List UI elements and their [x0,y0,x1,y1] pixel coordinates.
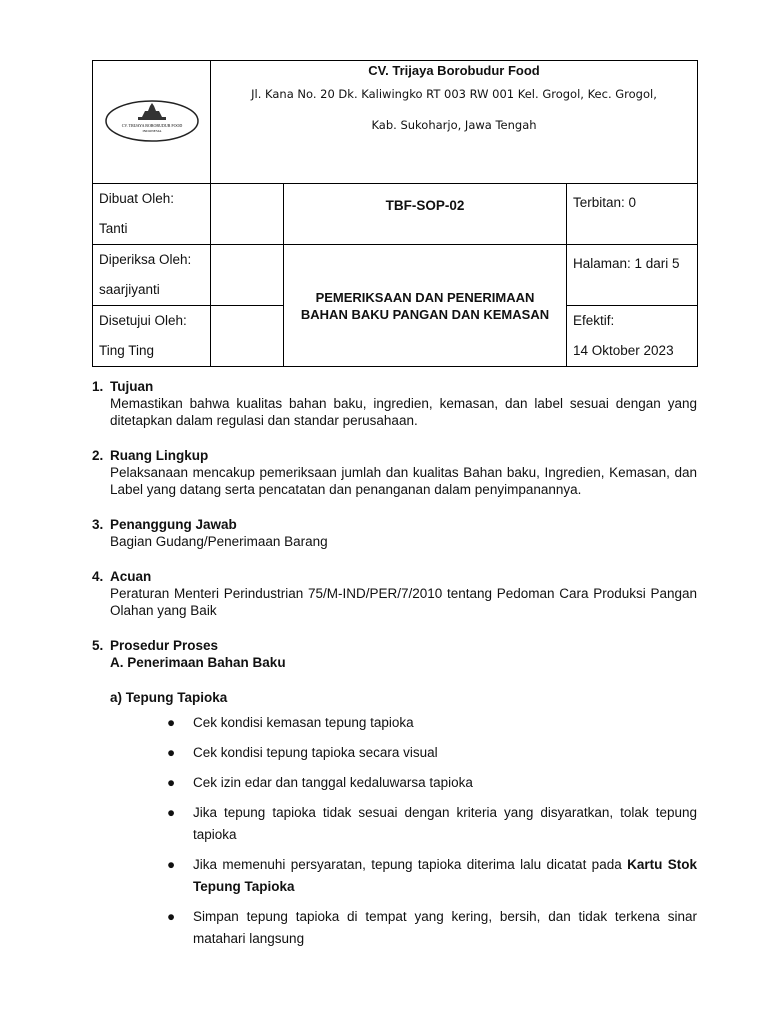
section-text: Memastikan bahwa kualitas bahan baku, ingredien, kemasan, dan label sesuai dengan yang ditetapkan dalam regulasi dan standar perusahaan. [110,396,697,428]
approved-by-name: Ting Ting [99,343,155,358]
list-item-text: Cek kondisi tepung tapioka secara visual [193,745,438,760]
section-tujuan [92,378,697,429]
section-text: Peraturan Menteri Perindustrian 75/M-IND/PER/7/2010 tentang Pedoman Cara Produksi Pangan Olahan yang Baik [110,586,697,618]
list-item-text: Jika tepung tapioka tidak sesuai dengan kriteria yang disyaratkan, tolak tepung tapioka [193,805,697,842]
made-by-name: Tanti [99,221,128,236]
list-item [167,742,697,764]
list-item [167,772,697,794]
bullet-icon: ● [167,909,176,924]
bullet-icon: ● [167,805,176,820]
company-address-line1: Jl. Kana No. 20 Dk. Kaliwingko RT 003 RW 001 Kel. Grogol, Kec. Grogol, [251,87,657,101]
section-text: Bagian Gudang/Penerimaan Barang [110,534,328,549]
section-title: Prosedur Proses [110,638,219,653]
list-item [167,712,697,734]
page-number: Halaman: 1 dari 5 [567,245,698,306]
bullet-icon: ● [167,715,176,730]
section-title: Tujuan [110,379,154,394]
doc-title: PEMERIKSAAN DAN PENERIMAAN BAHAN BAKU PANGAN DAN KEMASAN [284,245,567,367]
made-by-cell [93,184,211,245]
section-number: 2. [92,448,104,463]
doc-code: TBF-SOP-02 [284,184,567,245]
effective-label: Efektif: [573,313,615,328]
section-title: Acuan [110,569,152,584]
list-item-text: Cek izin edar dan tanggal kedaluwarsa tapioka [193,775,473,790]
section-number: 1. [92,379,104,394]
list-item-text: Simpan tepung tapioka di tempat yang kering, bersih, dan tidak terkena sinar matahari langsung [193,909,697,946]
section-text: Pelaksanaan mencakup pemeriksaan jumlah dan kualitas Bahan baku, Ingredien, Kemasan, dan Label yang datang serta pencatatan dan penanganan dalam penyimpanannya. [110,465,697,497]
approved-by-label: Disetujui Oleh: [99,313,187,328]
logo-text-line2: INDONESIA [141,128,162,133]
section-acuan [92,568,697,619]
logo-text-line1: CV. TRIJAYA BOROBUDUR FOOD [121,122,182,128]
approved-by-cell [93,306,211,367]
section-number: 5. [92,638,104,653]
effective-cell [567,306,698,367]
document-body [92,378,697,958]
sop-header-table [92,60,698,367]
section-number: 4. [92,569,104,584]
section-prosedur-proses [92,637,697,671]
checked-by-label: Diperiksa Oleh: [99,252,192,267]
effective-date: 14 Oktober 2023 [573,343,674,358]
section-number: 3. [92,517,104,532]
company-info-cell [211,61,698,184]
company-name: CV. Trijaya Borobudur Food [368,63,540,78]
issue-number: Terbitan: 0 [567,184,698,245]
list-item [167,906,697,950]
checked-by-signature-cell [211,245,284,306]
made-by-label: Dibuat Oleh: [99,191,175,206]
section-ruang-lingkup [92,447,697,498]
section-title: Ruang Lingkup [110,448,209,463]
subsection-title: A. Penerimaan Bahan Baku [110,655,286,670]
bullet-icon: ● [167,745,176,760]
checked-by-cell [93,245,211,306]
bullet-icon: ● [167,775,176,790]
list-item [167,854,697,898]
bullet-icon: ● [167,857,176,872]
approved-by-signature-cell [211,306,284,367]
made-by-signature-cell [211,184,284,245]
checked-by-name: saarjiyanti [99,282,160,297]
list-item-text: Jika memenuhi persyaratan, tepung tapioka diterima lalu dicatat pada [193,857,622,872]
section-penanggung-jawab [92,516,697,550]
list-item [167,802,697,846]
logo-cell [93,61,211,184]
list-item-bold-text: Kartu Stok Tepung Tapioka [193,857,697,894]
procedure-bullet-list [92,712,697,950]
item-title: a) Tepung Tapioka [110,690,228,705]
list-item-text: Cek kondisi kemasan tepung tapioka [193,715,414,730]
company-logo [104,98,200,144]
company-address-line2: Kab. Sukoharjo, Jawa Tengah [371,118,537,132]
section-title: Penanggung Jawab [110,517,237,532]
